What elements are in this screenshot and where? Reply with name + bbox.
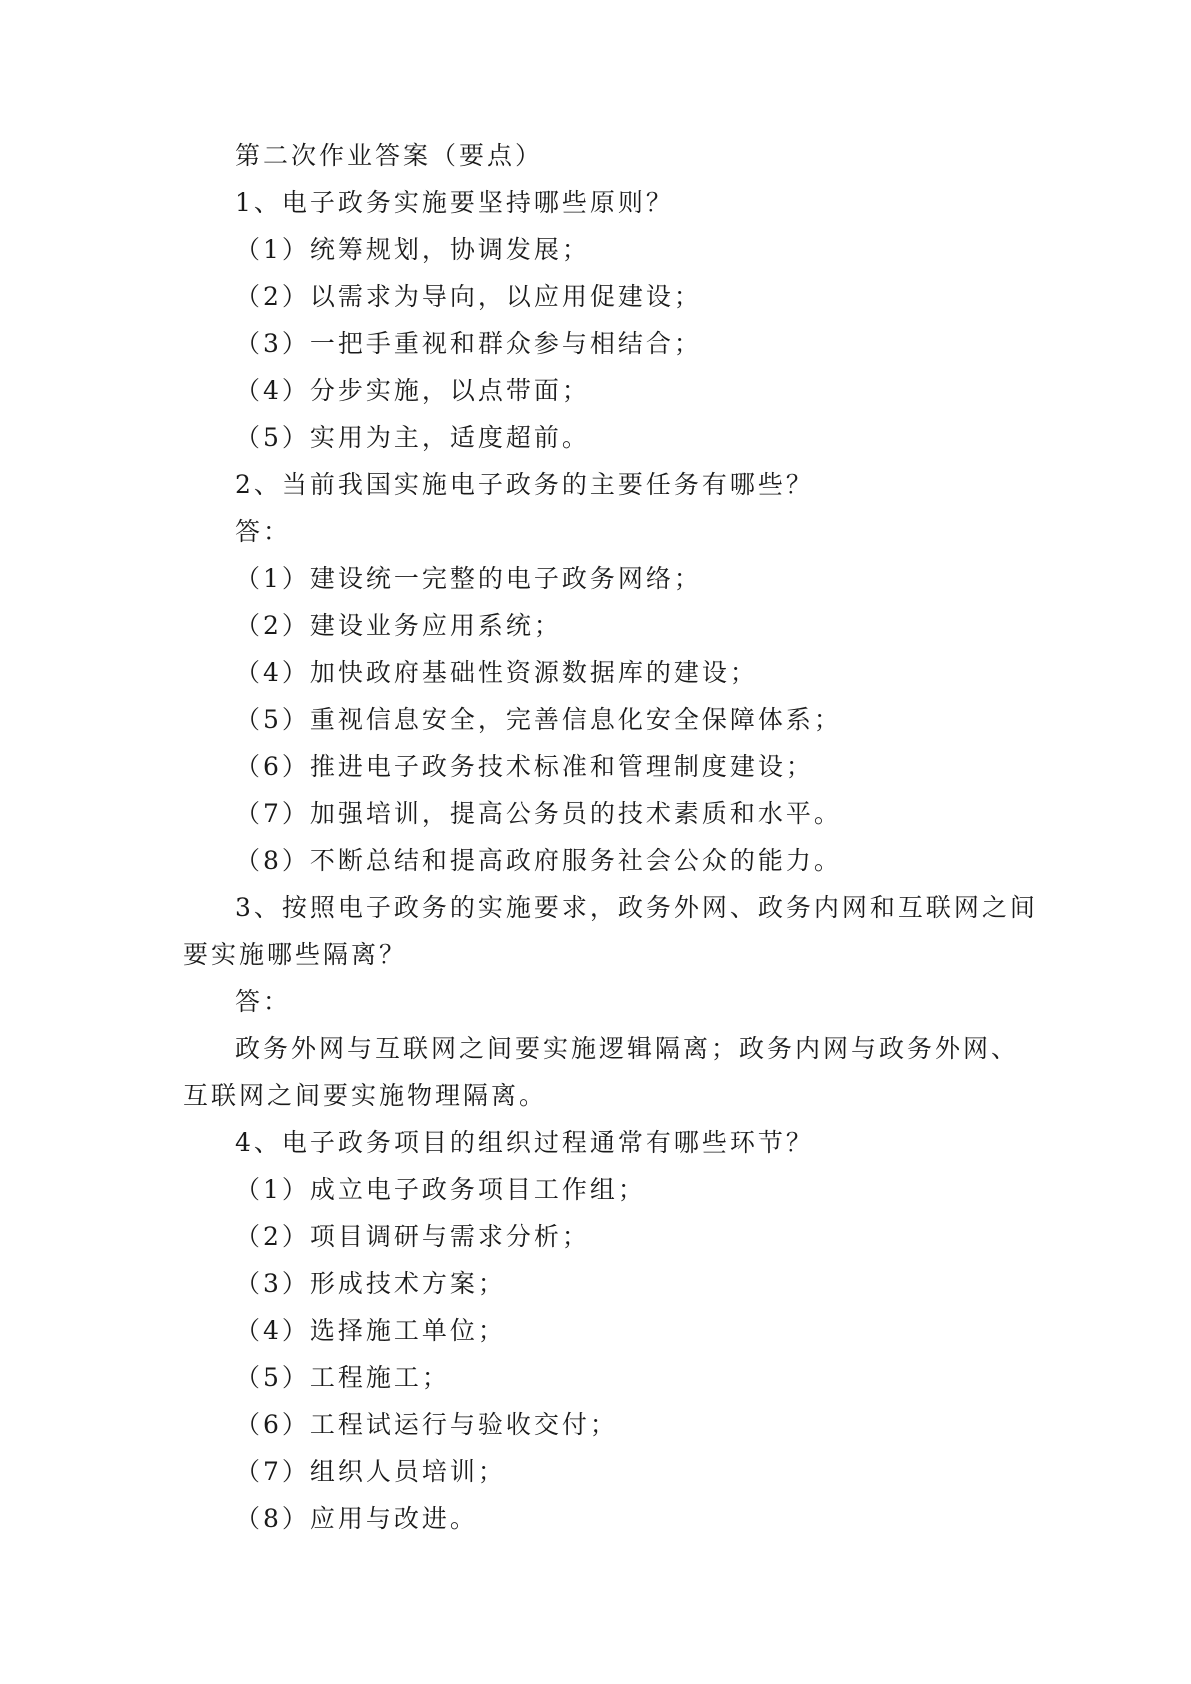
q2-item: （1）建设统一完整的电子政务网络；: [235, 564, 702, 593]
q2-item: （7）加强培训，提高公务员的技术素质和水平。: [235, 799, 842, 828]
q4-item: （4）选择施工单位；: [235, 1316, 506, 1345]
q3-answer-line-1: 政务外网与互联网之间要实施逻辑隔离；政务内网与政务外网、: [235, 1034, 1020, 1063]
q1-item: （4）分步实施，以点带面；: [235, 376, 590, 405]
q2-item: （2）建设业务应用系统；: [235, 611, 562, 640]
q4-item: （3）形成技术方案；: [235, 1269, 506, 1298]
q1-item: （3）一把手重视和群众参与相结合；: [235, 329, 702, 358]
q2-item: （6）推进电子政务技术标准和管理制度建设；: [235, 752, 814, 781]
q2-item: （4）加快政府基础性资源数据库的建设；: [235, 658, 758, 687]
q4-item: （8）应用与改进。: [235, 1504, 478, 1533]
q4-item: （6）工程试运行与验收交付；: [235, 1410, 618, 1439]
q4-item: （2）项目调研与需求分析；: [235, 1222, 590, 1251]
question-1: 1、电子政务实施要坚持哪些原则？: [235, 188, 674, 217]
q4-item: （1）成立电子政务项目工作组；: [235, 1175, 646, 1204]
q1-item: （5）实用为主，适度超前。: [235, 423, 590, 452]
question-3-line-2: 要实施哪些隔离？: [183, 940, 408, 969]
q3-answer-label: 答：: [235, 987, 292, 1016]
q2-item: （8）不断总结和提高政府服务社会公众的能力。: [235, 846, 842, 875]
q1-item: （2）以需求为导向，以应用促建设；: [235, 282, 702, 311]
q2-item: （5）重视信息安全，完善信息化安全保障体系；: [235, 705, 842, 734]
q3-answer-line-2: 互联网之间要实施物理隔离。: [183, 1081, 548, 1110]
q2-answer-label: 答：: [235, 517, 292, 546]
question-2: 2、当前我国实施电子政务的主要任务有哪些？: [235, 470, 814, 499]
q4-item: （5）工程施工；: [235, 1363, 450, 1392]
q1-item: （1）统筹规划，协调发展；: [235, 235, 590, 264]
document-title: 第二次作业答案（要点）: [235, 141, 544, 170]
question-4: 4、电子政务项目的组织过程通常有哪些环节？: [235, 1128, 814, 1157]
question-3-line-1: 3、按照电子政务的实施要求，政务外网、政务内网和互联网之间: [235, 893, 1038, 922]
q4-item: （7）组织人员培训；: [235, 1457, 506, 1486]
document-body: [183, 132, 1038, 1542]
